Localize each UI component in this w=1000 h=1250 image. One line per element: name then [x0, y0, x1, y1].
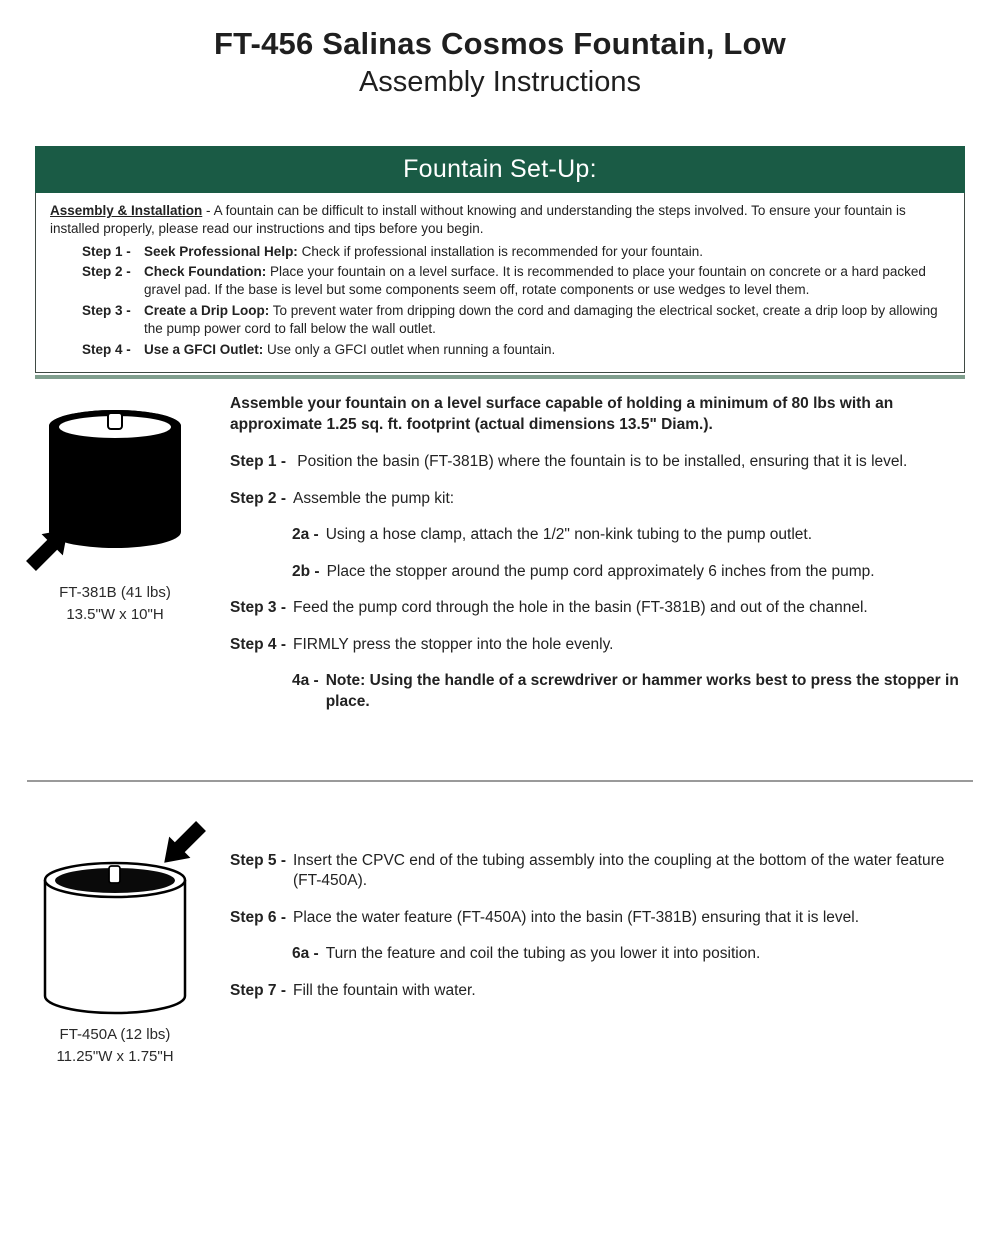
- step-text: Assemble the pump kit:: [292, 489, 455, 507]
- figure-label-ft-450a: [0, 1024, 230, 1068]
- section-divider: [27, 780, 973, 782]
- fountain-setup-section: [35, 146, 965, 380]
- figure-ft-450a: [0, 818, 230, 1068]
- step-text: Feed the pump cord through the hole in the basin (FT-381B) and out of the channel.: [292, 599, 868, 617]
- assembly-section-top: [0, 394, 1000, 728]
- assembly-step-2: [230, 489, 975, 509]
- step-text: FIRMLY press the stopper into the hole evenly.: [292, 635, 614, 653]
- figure-ft-381b: [0, 394, 230, 728]
- step-text: Turn the feature and coil the tubing as you lower it into position.: [325, 945, 761, 963]
- setup-step-4: [82, 341, 950, 359]
- assembly-intro: Assemble your fountain on a level surface capable of holding a minimum of 80 lbs with an approximate 1.25 sq. ft. footprint (actual dimensions 13.5" Diam.).: [230, 395, 894, 433]
- step-label: Step 1 -: [230, 453, 291, 471]
- step-label: Step 7 -: [230, 981, 286, 999]
- setup-step-3: [82, 302, 950, 338]
- document-title: FT-456 Salinas Cosmos Fountain, Low: [214, 26, 786, 61]
- setup-step-title: Create a Drip Loop:: [144, 303, 270, 319]
- assembly-step-7: [230, 981, 975, 1001]
- setup-banner-title: Fountain Set-Up:: [403, 154, 597, 183]
- step-text: Fill the fountain with water.: [292, 981, 476, 999]
- step-label: Step 6 -: [230, 908, 286, 926]
- step-label: Step 3 -: [230, 599, 286, 617]
- step-text: Place the stopper around the pump cord approximately 6 inches from the pump.: [326, 562, 875, 580]
- setup-step-text: Check if professional installation is recommended for your fountain.: [301, 243, 704, 259]
- figure-dimensions: 13.5"W x 10"H: [66, 606, 164, 624]
- assembly-section-bottom: [0, 818, 1000, 1068]
- assembly-step-4: [230, 635, 975, 655]
- step-text: Note: Using the handle of a screwdriver or hammer works best to press the stopper in place.: [325, 672, 959, 710]
- figure-label-ft-381b: [0, 582, 230, 626]
- figure-part-number: FT-381B (41 lbs): [59, 584, 171, 602]
- document-subtitle: Assembly Instructions: [358, 65, 642, 98]
- feature-notch: [109, 866, 120, 883]
- setup-intro-label: Assembly & Installation: [50, 202, 203, 218]
- setup-step-text: Use only a GFCI outlet when running a fountain.: [267, 341, 556, 357]
- setup-step-text: Place your fountain on a level surface. It is recommended to place your fountain on concrete or a hard packed gravel pad. If the base is level but some components seem off, rotate components or use wedges to level them.: [144, 264, 926, 298]
- step-label: 4a -: [292, 672, 319, 690]
- setup-intro: [50, 202, 950, 238]
- step-text: Position the basin (FT-381B) where the fountain is to be installed, ensuring that it is level.: [297, 453, 908, 471]
- setup-step-text: To prevent water from dripping down the cord and damaging the electrical socket, create a drip loop by allowing the pump power cord to fall below the wall outlet.: [144, 303, 938, 336]
- assembly-step-2a: [230, 525, 975, 545]
- setup-step-title: Seek Professional Help:: [144, 243, 298, 259]
- feature-body: [45, 880, 185, 1013]
- step-label: 2a -: [292, 526, 319, 544]
- setup-step-title: Use a GFCI Outlet:: [144, 341, 264, 357]
- step-label: 2b -: [292, 562, 320, 580]
- step-label: Step 5 -: [230, 852, 286, 870]
- setup-step-label: Step 2 -: [82, 264, 131, 280]
- assembly-instructions-top: [230, 394, 1000, 728]
- assembly-step-3: [230, 598, 975, 618]
- setup-step-label: Step 1 -: [82, 243, 131, 259]
- assembly-step-2b: [230, 562, 975, 582]
- step-label: Step 4 -: [230, 635, 286, 653]
- assembly-step-6a: [230, 944, 975, 964]
- setup-step-2: [82, 263, 950, 299]
- setup-step-title: Check Foundation:: [144, 264, 267, 280]
- setup-step-label: Step 4 -: [82, 341, 131, 357]
- setup-banner: [35, 146, 965, 193]
- setup-box: [35, 193, 965, 374]
- figure-part-number: FT-450A (12 lbs): [59, 1026, 171, 1044]
- step-label: Step 2 -: [230, 489, 286, 507]
- figure-dimensions: 11.25"W x 1.75"H: [56, 1047, 174, 1065]
- assembly-step-1: [230, 452, 975, 472]
- setup-intro-text: A fountain can be difficult to install without knowing and understanding the steps involved. To ensure your fountain is installed properly, please read our instructions and tips before you begin.: [50, 202, 906, 236]
- setup-step-label: Step 3 -: [82, 303, 131, 319]
- setup-step-1: [82, 243, 950, 261]
- assembly-instructions-bottom: [230, 818, 1000, 1068]
- step-label: 6a -: [292, 945, 319, 963]
- assembly-step-6: [230, 908, 975, 928]
- water-feature-illustration: [15, 818, 215, 1018]
- setup-box-underline: [35, 375, 965, 379]
- basin-illustration: [25, 394, 205, 576]
- assembly-step-4a-note: [230, 671, 975, 712]
- step-text: Insert the CPVC end of the tubing assembly into the coupling at the bottom of the water feature (FT-450A).: [292, 852, 945, 890]
- basin-channel-notch: [108, 413, 122, 429]
- step-text: Place the water feature (FT-450A) into the basin (FT-381B) ensuring that it is level.: [292, 908, 860, 926]
- arrow-icon: [154, 818, 212, 873]
- setup-intro-separator: -: [202, 202, 214, 218]
- step-text: Using a hose clamp, attach the 1/2" non-kink tubing to the pump outlet.: [325, 526, 813, 544]
- assembly-step-5: [230, 851, 975, 892]
- document-header: [0, 26, 1000, 99]
